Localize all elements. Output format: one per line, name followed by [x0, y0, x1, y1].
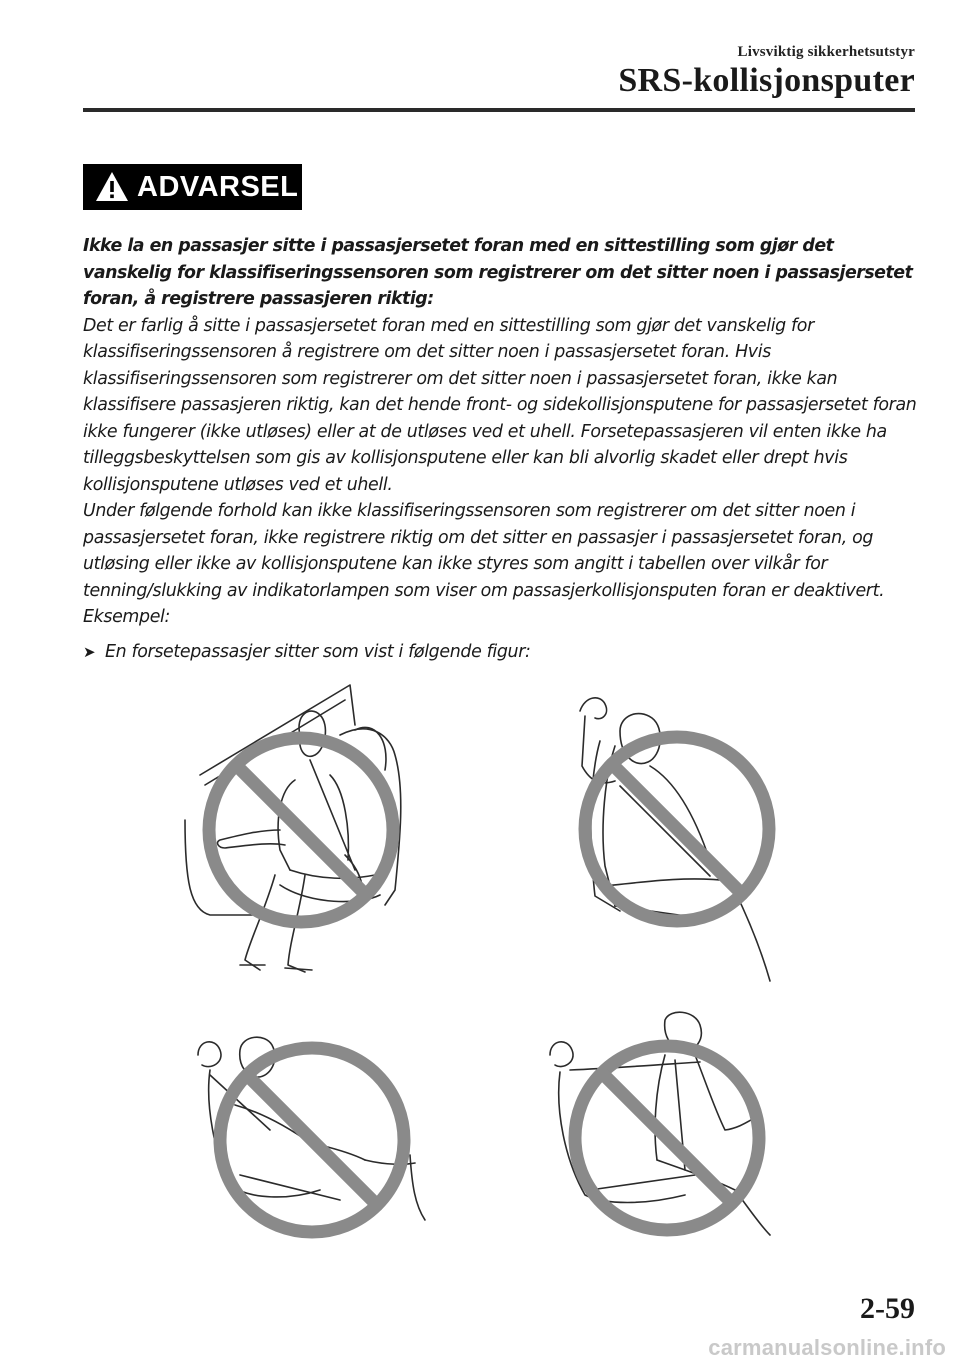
warning-paragraph-1: Det er farlig å sitte i passasjersetet foran med en sittestilling som gjør det vanskelig for klassifiseringssensoren å registrere om det sitter noen i passasjersetet foran. Hvis klassifiseringssensoren som registrerer om det sitter noen i passasjersetet foran, ikke kan klassifisere passasjeren riktig, kan det hende front- og sidekollisjonsputene for passasjersetet foran ikke fungerer (ikke utløses) eller at de utløses ved et uhell. Forsetepassasjeren vil enten ikke ha tilleggsbeskyttelsen som gis av kollisjonsputene eller kan bli alvorlig skadet eller drept hvis kollisjonsputene utløses ved et uhell. — [83, 315, 917, 495]
warning-label: ADVARSEL — [137, 170, 299, 203]
warning-lead: Ikke la en passasjer sitte i passasjersetet foran med en sittestilling som gjør det vanskelig for klassifiseringssensoren som registrerer om det sitter noen i passasjersetet foran, å registrere passasjeren riktig: — [83, 236, 913, 309]
bullet-text: En forsetepassasjer sitter som vist i følgende figur: — [105, 641, 531, 662]
prohibition-sign — [575, 1046, 759, 1230]
warning-paragraph-2: Under følgende forhold kan ikke klassifiseringssensoren som registrerer om det sitter noen i passasjersetet foran, ikke registrere riktig om det sitter en passasjer i passasjersetet foran, og utløsing eller ikke av kollisjonsputene kan ikke styres som angitt i tabellen over vilkår for tenning/slukking av indikatorlampen som viser om passasjerkollisjonsputen foran er deaktivert. Eksempel: — [83, 501, 885, 627]
bullet-item — [83, 639, 918, 666]
watermark: carmanualsonline.info — [708, 1335, 946, 1360]
warning-body — [83, 233, 918, 665]
prohibition-sign — [220, 1048, 404, 1232]
warning-badge — [83, 164, 302, 210]
figure-passenger-slumped-against-door — [180, 680, 420, 990]
section-title: SRS-kollisjonsputer — [618, 62, 915, 99]
figure-passenger-leaning-forward — [535, 1010, 785, 1245]
section-kicker: Livsviktig sikkerhetsutstyr — [737, 44, 915, 60]
prohibition-sign — [585, 737, 769, 921]
page-number: 2-59 — [860, 1292, 915, 1325]
header-divider — [83, 108, 915, 112]
warning-triangle-icon — [95, 170, 129, 204]
bullet-arrow-icon: ➤ — [83, 642, 96, 661]
figure-passenger-arm-raised-leaning — [560, 686, 790, 996]
figure-passenger-reclined-feet-forward — [180, 1015, 430, 1245]
